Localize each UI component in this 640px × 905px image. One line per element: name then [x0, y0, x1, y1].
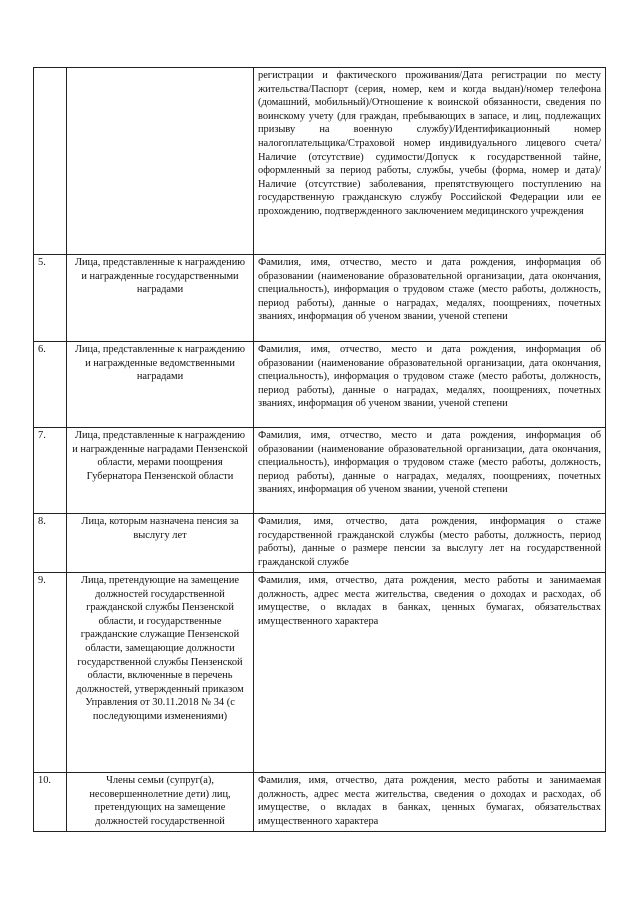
table-row: [34, 514, 606, 573]
row-number: 5.: [34, 255, 67, 342]
personal-data-list: Фамилия, имя, отчество, дата рождения, информация о стаже государственной гражданской службы (место работы, должность, период работы), данные о размере пенсии за выслугу лет на государственной гражданской службе: [254, 514, 606, 573]
subject-category: Лица, претендующие на замещение должностей государственной гражданской службы Пензенской области, и государственные гражданские служащие Пензенской области, замещающие должности государственной службы Пензенской области, включенные в перечень должностей, утвержденный приказом Управления от 30.11.2018 № 34 (с последующими изменениями): [67, 573, 254, 773]
row-number: 6.: [34, 342, 67, 428]
subject-category: Члены семьи (супруг(а), несовершеннолетние дети) лиц, претендующих на замещение должностей государственной: [67, 773, 254, 832]
personal-data-list: Фамилия, имя, отчество, дата рождения, место работы и занимаемая должность, адрес места жительства, сведения о доходах и расходах, об имуществе, о вкладах в банках, ценных бумагах, обязательствах имущественного характера: [254, 773, 606, 832]
personal-data-list: Фамилия, имя, отчество, место и дата рождения, информация об образовании (наименование образовательной организации, дата окончания, специальность), информация о трудовом стаже (место работы, должность, период работы), данные о наградах, медалях, поощрениях, почетных званиях, информация об ученом звании, ученой степени: [254, 255, 606, 342]
table-row: [34, 342, 606, 428]
row-number: 10.: [34, 773, 67, 832]
row-number: 8.: [34, 514, 67, 573]
personal-data-list: Фамилия, имя, отчество, место и дата рождения, информация об образовании (наименование образовательной организации, дата окончания, специальность), информация о трудовом стаже (место работы, должность, период работы), данные о наградах, медалях, поощрениях, почетных званиях, информация об ученом звании, ученой степени: [254, 342, 606, 428]
personal-data-table: [33, 67, 606, 832]
table-row: [34, 255, 606, 342]
table-row: [34, 573, 606, 773]
document-page: [33, 67, 605, 832]
personal-data-list: Фамилия, имя, отчество, дата рождения, место работы и занимаемая должность, адрес места жительства, сведения о доходах и расходах, об имуществе, о вкладах в банках, ценных бумагах, обязательствах имущественного характера: [254, 573, 606, 773]
personal-data-list: Фамилия, имя, отчество, место и дата рождения, информация об образовании (наименование образовательной организации, дата окончания, специальность), информация о трудовом стаже (место работы, должность, период работы), данные о наградах, медалях, поощрениях, почетных званиях, информация об ученом звании, ученой степени: [254, 428, 606, 514]
personal-data-list: регистрации и фактического проживания/Дата регистрации по месту жительства/Паспорт (серия, номер, кем и когда выдан)/номер телефона (домашний, мобильный)/Отношение к воинской обязанности, сведения по воинскому учету (для граждан, пребывающих в запасе, и лиц, подлежащих призыву на военную службу)/Идентификационный номер налогоплательщика/Страховой номер индивидуального лицевого счета/Наличие (отсутствие) судимости/Допуск к государственной тайне, оформленный за период работы, службы, учебы (форма, номер и дата)/Наличие (отсутствие) заболевания, препятствующего поступлению на государственную гражданскую службу Российской Федерации или ее прохождению, подтвержденного заключением медицинского учреждения: [254, 68, 606, 255]
row-number: 7.: [34, 428, 67, 514]
row-number: [34, 68, 67, 255]
table-row: [34, 68, 606, 255]
subject-category: Лица, представленные к награждению и награжденные государственными наградами: [67, 255, 254, 342]
subject-category: [67, 68, 254, 255]
subject-category: Лица, представленные к награждению и награжденные ведомственными наградами: [67, 342, 254, 428]
subject-category: Лица, которым назначена пенсия за выслугу лет: [67, 514, 254, 573]
row-number: 9.: [34, 573, 67, 773]
table-row: [34, 428, 606, 514]
subject-category: Лица, представленные к награждению и награжденные наградами Пензенской области, мерами поощрения Губернатора Пензенской области: [67, 428, 254, 514]
table-row: [34, 773, 606, 832]
